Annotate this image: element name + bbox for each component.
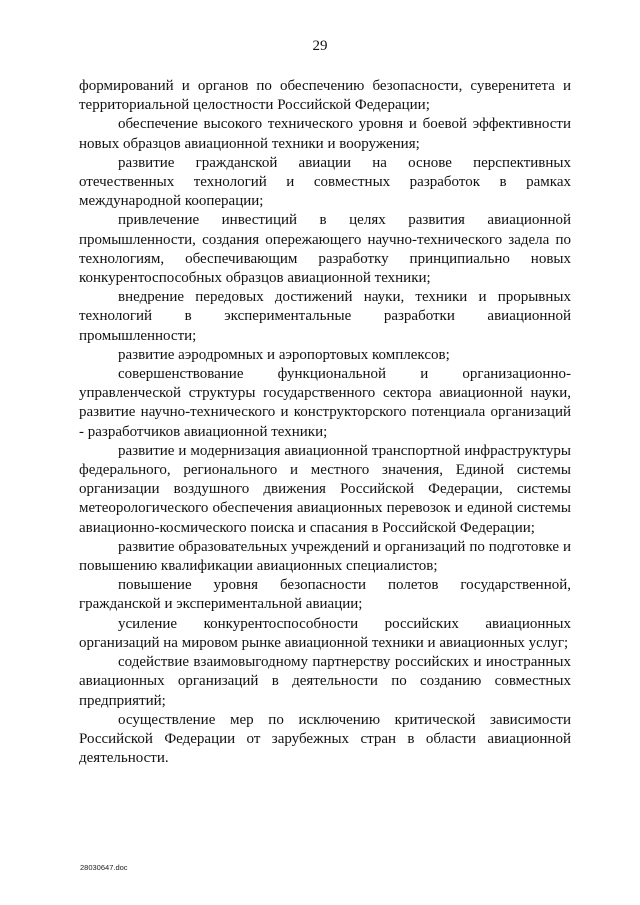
list-item-civil-aviation: развитие гражданской авиации на основе перспективных отечественных технологий и совместных разработок в рамках международной кооперации; <box>79 154 571 210</box>
list-item-transport-infrastructure: развитие и модернизация авиационной транспортной инфраструктуры федерального, регионального и местного значения, Единой системы организации воздушного движения Российской Федерации, системы метеорологического обеспечения авиационных перевозок и единой системы авиационно-космического поиска и спасания в Российской Федерации; <box>79 442 571 536</box>
list-item-partnership: содействие взаимовыгодному партнерству российских и иностранных авиационных организаций в деятельности по созданию совместных предприятий; <box>79 654 571 709</box>
document-file-code: 28030647.doc <box>80 863 128 872</box>
page-number: 29 <box>312 38 328 54</box>
list-item-education: развитие образовательных учреждений и организаций по подготовке и повышению квалификации авиационных специалистов; <box>79 538 571 575</box>
list-item-equipment-level: обеспечение высокого технического уровня и боевой эффективности новых образцов авиационной техники и вооружения; <box>79 116 571 152</box>
list-item-flight-safety: повышение уровня безопасности полетов государственной, гражданской и экспериментальной авиации; <box>79 577 571 613</box>
list-item-competitiveness: усиление конкурентоспособности российских авиационных организаций на мировом рынке авиационной техники и авиационных услуг; <box>79 615 571 651</box>
paragraph-continuation: формирований и органов по обеспечению безопасности, суверенитета и территориальной целостности Российской Федерации; <box>79 78 571 114</box>
list-item-dependence-reduction: осуществление мер по исключению критической зависимости Российской Федерации от зарубежных стран в области авиационной деятельности. <box>79 711 571 767</box>
list-item-management-structure: совершенствование функциональной и организационно-управленческой структуры государственного сектора авиационной науки, развитие научно-технического и конструкторского потенциала организаций - разработчиков авиационной техники; <box>79 366 571 440</box>
document-body <box>79 77 571 768</box>
list-item-airports: развитие аэродромных и аэропортовых комплексов; <box>118 346 450 363</box>
list-item-science-achievements: внедрение передовых достижений науки, техники и прорывных технологий в экспериментальные разработки авиационной промышленности; <box>79 289 571 344</box>
list-item-investments: привлечение инвестиций в целях развития авиационной промышленности, создания опережающего научно-технического задела по технологиям, обеспечивающим разработку принципиально новых конкурентоспособных образцов авиационной техники; <box>79 212 571 287</box>
